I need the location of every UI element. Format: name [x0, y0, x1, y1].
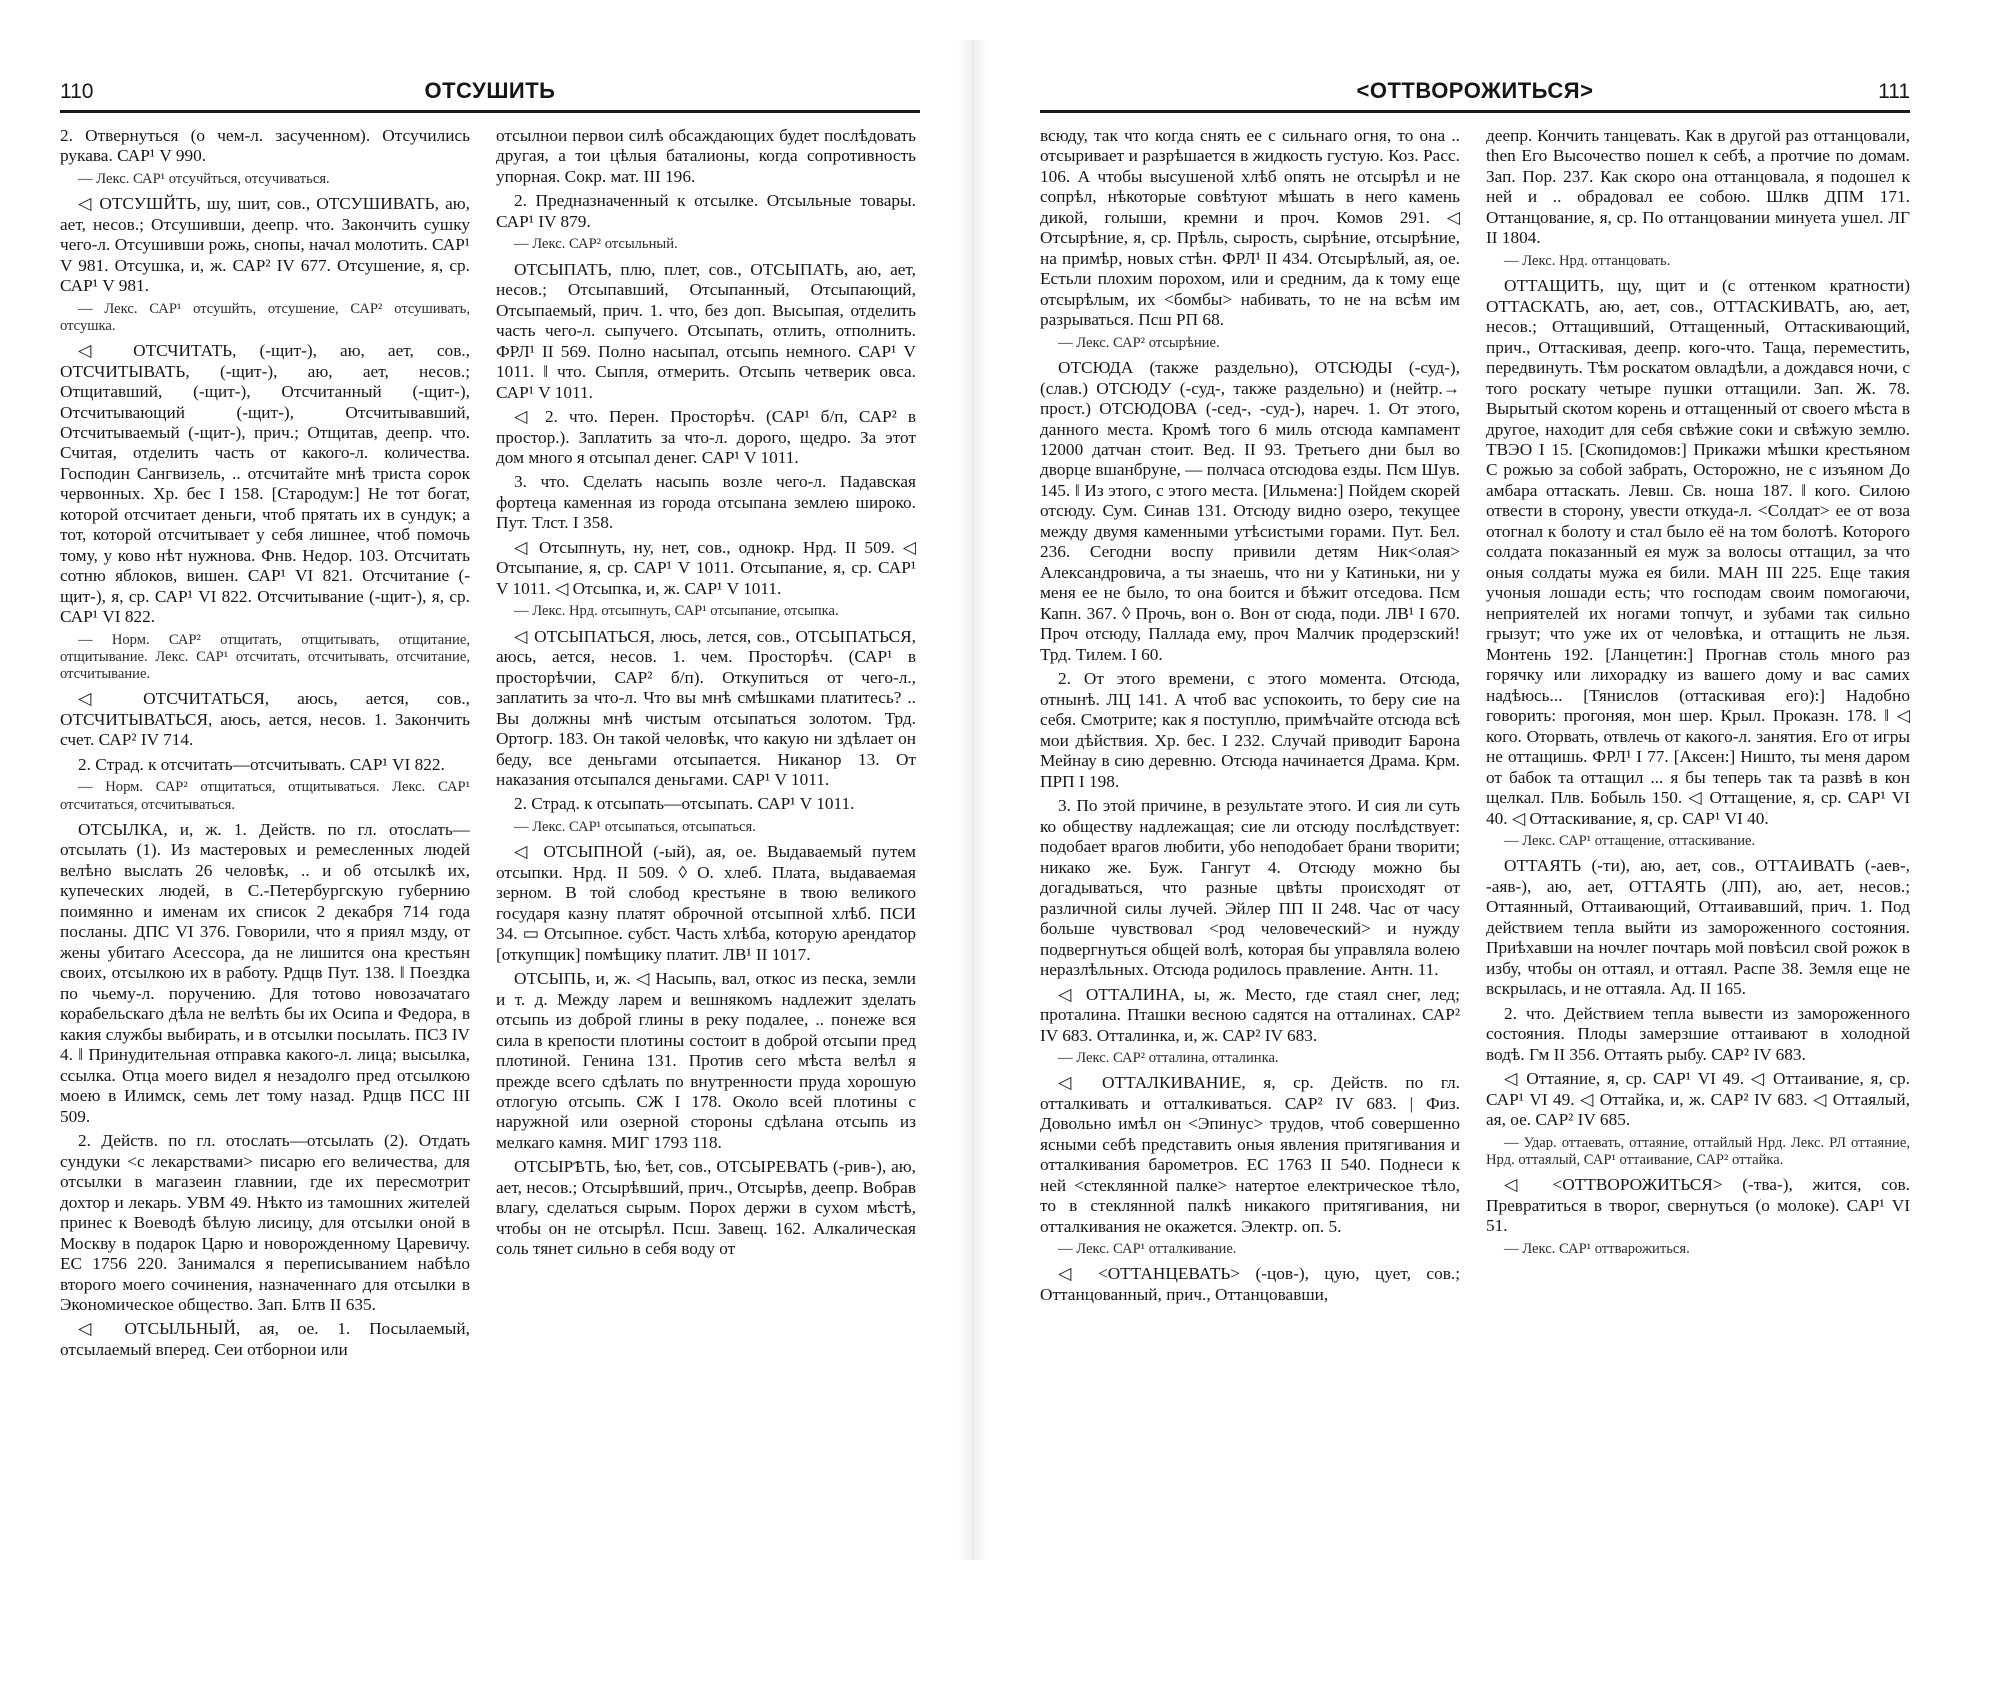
- right-column-1: [1040, 126, 1460, 1550]
- dictionary-entry: ◁ <ОТТВОРОЖИТЬСЯ> (-тва-), жится, сов. Превратиться в творог, свернуться (о молоке). САР¹ VI 51.: [1486, 1175, 1910, 1236]
- dictionary-entry: 2. Страд. к отсыпать—отсыпать. САР¹ V 1011.: [514, 794, 855, 814]
- dictionary-entry: 2. Страд. к отсчитать—отсчитывать. САР¹ VI 822.: [78, 754, 445, 774]
- dictionary-entry: ◁ ОТТАЛИНА, ы, ж. Место, где стаял снег, лед; проталина. Пташки весною садятся на отталинах. САР² IV 683. Отталинка, и, ж. САР² IV 683.: [1040, 984, 1460, 1045]
- dictionary-entry: ◁ ОТСЫПАТЬСЯ, люсь, лется, сов., ОТСЫПАТЬСЯ, аюсь, ается, несов. 1. чем. Просторѣч. (САР¹ в просторѣчии, САР² б/п). Откупиться от чего-л., заплатить за что-л. Что вы мнѣ смѣшками платитесь? .. Вы должны мнѣ чистым отсыпаться золотом. Трд. Ортогр. 183. Он такой человѣк, что какую ни здѣлает он беду, все деньгами отсыпается. Никанор 13. От наказания отсыпался деньгами. САР¹ V 1011.: [496, 626, 916, 789]
- dictionary-entry: ◁ ОТСЫЛЬНЫЙ, ая, ое. 1. Посылаемый, отсылаемый вперед. Сеи отборнои или: [60, 1319, 470, 1359]
- dictionary-entry: ОТТАЯТЬ (-ти), аю, ает, сов., ОТТАИВАТЬ (-аев-, -аяв-), аю, ает, ОТТАЯТЬ (ЛП), аю, ает, несов.; Оттаянный, Оттаивающий, Оттаивавший, прич. 1. Под действием тепла выйти из замороженного состояния. Приѣхавши на ночлег почтарь мой повѣсил свой рожок в избу, чтобы он оттаял, и оттаял. Распе 38. Земля еще не вскрылась, и не оттаяла. Ад. II 165.: [1486, 856, 1910, 999]
- left-running-header: [60, 70, 920, 113]
- lexicon-note: — Лекс. САР² отсыльный.: [514, 236, 678, 253]
- lexicon-note: — Лекс. САР¹ оттварожиться.: [1504, 1240, 1690, 1257]
- left-page: [60, 70, 920, 1550]
- dictionary-entry: ◁ ОТТАЛКИВАНИЕ, я, ср. Действ. по гл. отталкивать и отталкиваться. САР² IV 683. | Физ. Довольно имѣл он <Эпинус> трудов, чтоб совершенно ясными себѣ представить оныя явления притягивания и отталкивания барометров. ЕС 1763 II 540. Поднеси к ней <стеклянной палке> натертое електрическое тѣло, то в стеклянной палкѣ никакого притягивания, ни отталкивания не окажется. Электр. оп. 5.: [1040, 1073, 1460, 1236]
- dictionary-entry: ◁ Отсыпнуть, ну, нет, сов., однокр. Нрд. II 509. ◁ Отсыпание, я, ср. САР¹ V 1011. Отсыпание, я, ср. САР¹ V 1011. ◁ Отсыпка, и, ж. САР¹ V 1011.: [496, 537, 916, 598]
- left-page-number: 110: [60, 80, 94, 103]
- dictionary-entry: 3. По этой причине, в результате этого. И сия ли суть ко обществу надлежащая; сие ли отсюду послѣдствует: подобает врагов любити, убо неподобает брани творити; никако же. Буж. Гангут 4. Отсюду можно бы догадываться, что разные цвѣты происходят от различной силы лучей. Эйлер ПП II 248. Час от часу больше чувствовал <род человеческий> и нужду подвергнуться общей волѣ, которая бы управляла волею неразлѣльных. Отсюда родилось правление. Антн. 11.: [1040, 796, 1460, 980]
- lexicon-note: — Лекс. САР² отталина, отталинка.: [1058, 1050, 1279, 1067]
- dictionary-entry: ОТТАЩИТЬ, щу, щит и (с оттенком кратности) ОТТАСКАТЬ, аю, ает, сов., ОТТАСКИВАТЬ, аю, ает, несов.; Оттащивший, Оттащенный, Оттаскивающий, прич., Оттаскивая, деепр. кого-что. Таща, переместить, передвинуть. Тѣм роскатом овладѣли, а дождався ночи, с того роскату четыре пушки оттащили. Зап. Ж. 78. Вырытый скотом корень и оттащенный от своего мѣста в другое, находит для себя свѣжие соки и свѣжую землю. ТВЭО I 15. [Скопидомов:] Прикажи мѣшки крестьяном С рожью за собой забрать, Осторожно, не с изъяном До амбара оттаскать. Левш. Св. ноша 187. ‖ кого. Силою отвести в сторону, увести откуда-л. <Солдат> ее от воза отогнал к болоту и стал было её на том болотѣ. Которого солдата показанный ея муж за волосы оттащил, за что оныя солдаты мужа ея били. МАН III 225. Еще такия учоныя лошади есть; что господам своим помогаючи, неприятелей их ногами топчут, и зубами так сильно грызут; что уже их от человѣка, и оттащить не льзя. Монтень 192. [Ланцетин:] Прогнав столь много раз горячку или лихорадку из вашего дому и вас самих надѣюсь... [Тянислов (оттаскивая его):] Надобно говорить: прогоняя, мон шер. Крыл. Проказн. 178. ‖ ◁ кого. Оторвать, отвлечь от какого-л. занятия. Его от игры не оттащишь. ФРЛ¹ I 77. [Аксен:] Ништо, ты меня даром от бабок та оттащил ... я бы теперь так та развѣ в кон щелкал. Плв. Бобыль 150. ◁ Оттащение, я, ср. САР¹ VI 40. ◁ Оттаскивание, я, ср. САР¹ VI 40.: [1486, 276, 1910, 828]
- dictionary-entry: 3. что. Сделать насыпь возле чего-л. Падавская фортеца каменная из города отсыпана землею широко. Пут. Тлст. I 358.: [496, 472, 916, 533]
- lexicon-note: — Лекс. САР¹ отталкивание.: [1058, 1241, 1237, 1258]
- dictionary-entry: 2. От этого времени, с этого момента. Отсюда, отнынѣ. ЛЦ 141. А чтоб вас успокоить, то беру сие на себя. Смотрите; как я поступлю, примѣчайте отсюда всѣ мои дѣйствия. Хр. бес. I 232. Случай приводит Барона Мейнау в сию деревню. Отсюда начинается Драма. Крм. ПРП I 198.: [1040, 669, 1460, 791]
- lexicon-note: — Лекс. Нрд. отсыпнуть, САР¹ отсыпание, отсыпка.: [514, 603, 839, 620]
- dictionary-entry: ◁ ОТСУШЙТЬ, шу, шит, сов., ОТСУШИВАТЬ, аю, ает, несов.; Отсушивши, деепр. что. Закончить сушку чего-л. Отсушивши рожь, снопы, начал молотить. САР¹ V 981. Отсушка, и, ж. САР² IV 677. Отсушение, я, ср. САР¹ V 981.: [60, 194, 470, 296]
- dictionary-entry: ◁ ОТСЫПНОЙ (-ый), ая, ое. Выдаваемый путем отсыпки. Нрд. II 509. ◊ О. хлеб. Плата, выдаваемая зерном. В той слобод крестьяне в твою великого государя казну платят оброчной отсыпной хлѣб. ПСИ 34. ▭ Отсыпное. субст. Часть хлѣба, которую арендатор [откупщик] помѣщику платит. ЛВ¹ II 1017.: [496, 842, 916, 964]
- dictionary-entry: ◁ ОТСЧИТАТЬ, (-щит-), аю, ает, сов., ОТСЧИТЫВАТЬ, (-щит-), аю, ает, несов.; Отщитавший, (-щит-), Отсчитанный (-щит-), Отсчитывающий (-щит-), Отсчитывавший, Отсчитываемый (-щит-), прич.; Отщитав, деепр. что. Считая, отделить часть от какого-л. количества. Господин Сангвизель, .. отсчитайте мнѣ триста сорок червонных. Хр. бес I 158. [Стародум:] Не тот богат, которой отсчитает деньги, чтоб прятать их в сундук; а тот, которой отсчитывает у себя лишнее, чтоб помочь тому, у ково нѣт нужнова. Фнв. Недор. 103. Отсчитать сотню яблоков, вишен. САР¹ VI 821. Отсчитание (-щит-), я, ср. САР¹ VI 822. Отсчитывание (-щит-), я, ср. САР¹ VI 822.: [60, 341, 470, 627]
- entry-continuation: деепр. Кончить танцевать. Как в другой раз оттанцовали, then Его Высочество пошел к себѣ, а протчие по домам. Зап. Пор. 237. Как скоро она оттанцовала, я подошел к ней и .. обрадовал ее собою. Шлкв ДПМ 171. Оттанцование, я, ср. По оттанцовании минуета ушел. ЛГ II 1804.: [1486, 126, 1910, 248]
- dictionary-entry: ОТСЫРѢТЬ, ѣю, ѣет, сов., ОТСЫРЕВАТЬ (-рив-), аю, ает, несов.; Отсырѣвший, прич., Отсырѣв, деепр. Вобрав влагу, сделаться сырым. Порох держи в сухом мѣстѣ, чтобы он не отсырѣл. Псш. Завещ. 162. Алкалическая соль тянет сильно в себя воду от: [496, 1157, 916, 1259]
- lexicon-note: — Лекс. САР¹ оттащение, оттаскивание.: [1504, 833, 1756, 850]
- dictionary-entry: 2. Предназначенный к отсылке. Отсыльные товары. САР¹ IV 879.: [496, 191, 916, 231]
- dictionary-entry: ◁ Оттаяние, я, ср. САР¹ VI 49. ◁ Оттаивание, я, ср. САР¹ VI 49. ◁ Оттайка, и, ж. САР² IV 683. ◁ Оттаялый, ая, ое. САР² IV 685.: [1486, 1069, 1910, 1130]
- right-running-header: [1040, 70, 1910, 113]
- dictionary-entry: ОТСЫЛКА, и, ж. 1. Действ. по гл. отослать—отсылать (1). Из мастеровых и ремесленных людей велѣно выслать 26 человѣк, .. и об отсылкѣ их, купеческих людей, в С.-Петербургскую губернию поимянно и именам их список 2 декабря 714 года посланы. ДПС VI 376. Говорили, что я приял мзду, от жены убитаго Асессора, да не лишится она крестьян своих, отсылкою их в работу. Рдщв Пут. 138. ‖ Поездка по чьему-л. поручению. Для тотово новозачатаго корабельскаго дѣла не велѣть бы их Осипа и Федора, в какия службы выбирать, и в отсылки посылать. ПСЗ IV 4. ‖ Принудительная отправка какого-л. лица; высылка, ссылка. Отца моего видел я незадолго пред отсылкою моею в Илимск, семь лет тому назад. Рдщв ПСС III 509.: [60, 819, 470, 1126]
- dictionary-entry: ОТСЮДА (также раздельно), ОТСЮДЫ (-суд-), (слав.) ОТСЮДУ (-суд-, также раздельно) и (нейтр.→ прост.) ОТСЮДОВА (-сед-, -суд-), нареч. 1. От этого, данного места. Кромѣ того 6 миль отсюда кампамент 12000 датчан стоит. Вед. II 93. Третьего дни был во дворце вшанбруне, — полчаса отсюдова езды. Псм Шув. 145. ‖ Из этого, с этого места. [Ильмена:] Пойдем скорей отсюду. Сум. Синав 131. Отсюду видно озеро, текущее между двумя каменными утѣсистыми горами. Пут. Бел. 236. Сегодни воспу привили детям Ник<олая> Александровича, а ты знаешь, что ни у Катиньки, ни у меня ее не было, то она боится и бѣжит отседова. Псм Капн. 367. ◊ Прочь, вон о. Вон от сюда, поди. ЛВ¹ I 670. Проч отсюду, Паллада ему, проч Малчик продерзский! Трд. Тилем. I 60.: [1040, 358, 1460, 664]
- lexicon-note: — Лекс. САР² отсырѣние.: [1058, 334, 1220, 351]
- lexicon-note: — Лекс. Нрд. оттанцовать.: [1504, 252, 1671, 269]
- right-page: [1040, 70, 1910, 1550]
- lexicon-note: — Удар. оттаевать, оттаяние, оттайлый Нрд. Лекс. РЛ оттаяние, Нрд. оттаялый, САР¹ оттаивание, САР² оттайка.: [1486, 1134, 1910, 1168]
- dictionary-entry: ◁ 2. что. Перен. Просторѣч. (САР¹ б/п, САР² в простор.). Заплатить за что-л. дорого, щедро. За этот дом много я отсыпал денег. САР¹ V 1011.: [496, 407, 916, 467]
- dictionary-entry: ОТСЫПЬ, и, ж. ◁ Насыпь, вал, откос из песка, земли и т. д. Между ларем и вешнякомъ надлежит зделать отсыпь из доброй глины в реку подалее, .. понеже вся сила в крепости плотины состоит в доброй отсыпи пред плотиной. Генина 131. Против сего мѣста велѣл я прежде всего сдѣлать по внутренности пруда хорошую отлогую отсыпь. СЖ I 178. Около всей плотины с наружной или озерной стороны сдѣлана отсыпь из мелкаго камня. МИГ 1793 118.: [496, 969, 916, 1152]
- lexicon-note: — Лекс. САР¹ отсучйться, отсучиваться.: [78, 170, 330, 187]
- right-running-head: <ОТТВОРОЖИТЬСЯ>: [1356, 78, 1594, 103]
- dictionary-entry: ◁ <ОТТАНЦЕВАТЬ> (-цов-), цую, цует, сов.; Оттанцованный, прич., Оттанцовавши,: [1040, 1264, 1460, 1304]
- lexicon-note: — Лекс. САР¹ отсыпаться, отсыпаться.: [514, 818, 756, 835]
- left-column-1: [60, 126, 470, 1550]
- lexicon-note: — Норм. САР² отщитаться, отщитываться. Лекс. САР¹ отсчитаться, отсчитываться.: [60, 779, 470, 813]
- entry-continuation: всюду, так что когда снять ее с сильнаго огня, то она .. отсыривает и разрѣшается в жидкость густую. Коз. Расс. 106. А чтобы высушеной хлѣб опять не отсырѣл и не сопрѣл, нѣкоторые совѣтуют мѣшать в него камень дикой, голыши, кремни и проч. Комов 291. ◁ Отсырѣние, я, ср. Прѣль, сырость, сырѣние, отсырѣние, на примѣр, новых стѣн. ФРЛ¹ II 434. Отсырѣлый, ая, ое. Естьли плохим порохом, или и средним, да к тому еще отсырѣлым, их <бомбы> набивать, то не на всѣм им разрываться. Псш РП 68.: [1040, 126, 1460, 330]
- dictionary-entry: 2. Действ. по гл. отослать—отсылать (2). Отдать сундуки <с лекарствами> писарю его величества, для отсылки в магазеин главнии, где их пересмотрит дохтор и лекарь. УВМ 49. Нѣкто из тамошних жителей принес к Воеводѣ бѣлую лисицу, для отсылки оной в Москву в подарок Царю и новорожденному Царевичу. ЕС 1756 220. Занимался я переписыванием набѣло второго моего сочинения, назначеннаго для отсылки в Экономическое общество. Зап. Блтв II 635.: [60, 1131, 470, 1314]
- right-column-2: [1486, 126, 1910, 1550]
- entry-continuation: 2. Отвернуться (о чем-л. засученном). Отсучились рукава. САР¹ V 990.: [60, 126, 470, 166]
- left-column-2: [496, 126, 916, 1550]
- dictionary-entry: ◁ ОТСЧИТАТЬСЯ, аюсь, ается, сов., ОТСЧИТЫВАТЬСЯ, аюсь, ается, несов. 1. Закончить счет. САР² IV 714.: [60, 689, 470, 750]
- book-gutter: [958, 40, 988, 1560]
- lexicon-note: — Лекс. САР¹ отсушйть, отсушение, САР² отсушивать, отсушка.: [60, 300, 470, 334]
- lexicon-note: — Норм. САР² отщитать, отщитывать, отщитание, отщитывание. Лекс. САР¹ отсчитать, отсчитывать, отсчитание, отсчитывание.: [60, 631, 470, 683]
- left-running-head: ОТСУШИТЬ: [424, 78, 556, 103]
- right-page-number: 111: [1878, 80, 1910, 103]
- dictionary-entry: 2. что. Действием тепла вывести из замороженного состояния. Плоды замерзшие оттаивают в холодной водѣ. Гм II 356. Оттаять рыбу. САР² IV 683.: [1486, 1003, 1910, 1064]
- entry-continuation: отсылнои первои силѣ обсаждающих будет послѣдовать другая, а тои цѣлыя баталионы, когда сопротивность упорная. Сокр. мат. III 196.: [496, 126, 916, 186]
- dictionary-entry: ОТСЫПАТЬ, плю, плет, сов., ОТСЫПАТЬ, аю, ает, несов.; Отсыпавший, Отсыпанный, Отсыпающий, Отсыпаемый, прич. 1. что, без доп. Высыпая, отделить часть чего-л. сыпучего. Отсыпать, отлить, отполнить. ФРЛ¹ II 569. Полно насыпал, отсыпь немного. САР¹ V 1011. ‖ что. Сыпля, отмерить. Отсыпь четверик овса. САР¹ V 1011.: [496, 259, 916, 402]
